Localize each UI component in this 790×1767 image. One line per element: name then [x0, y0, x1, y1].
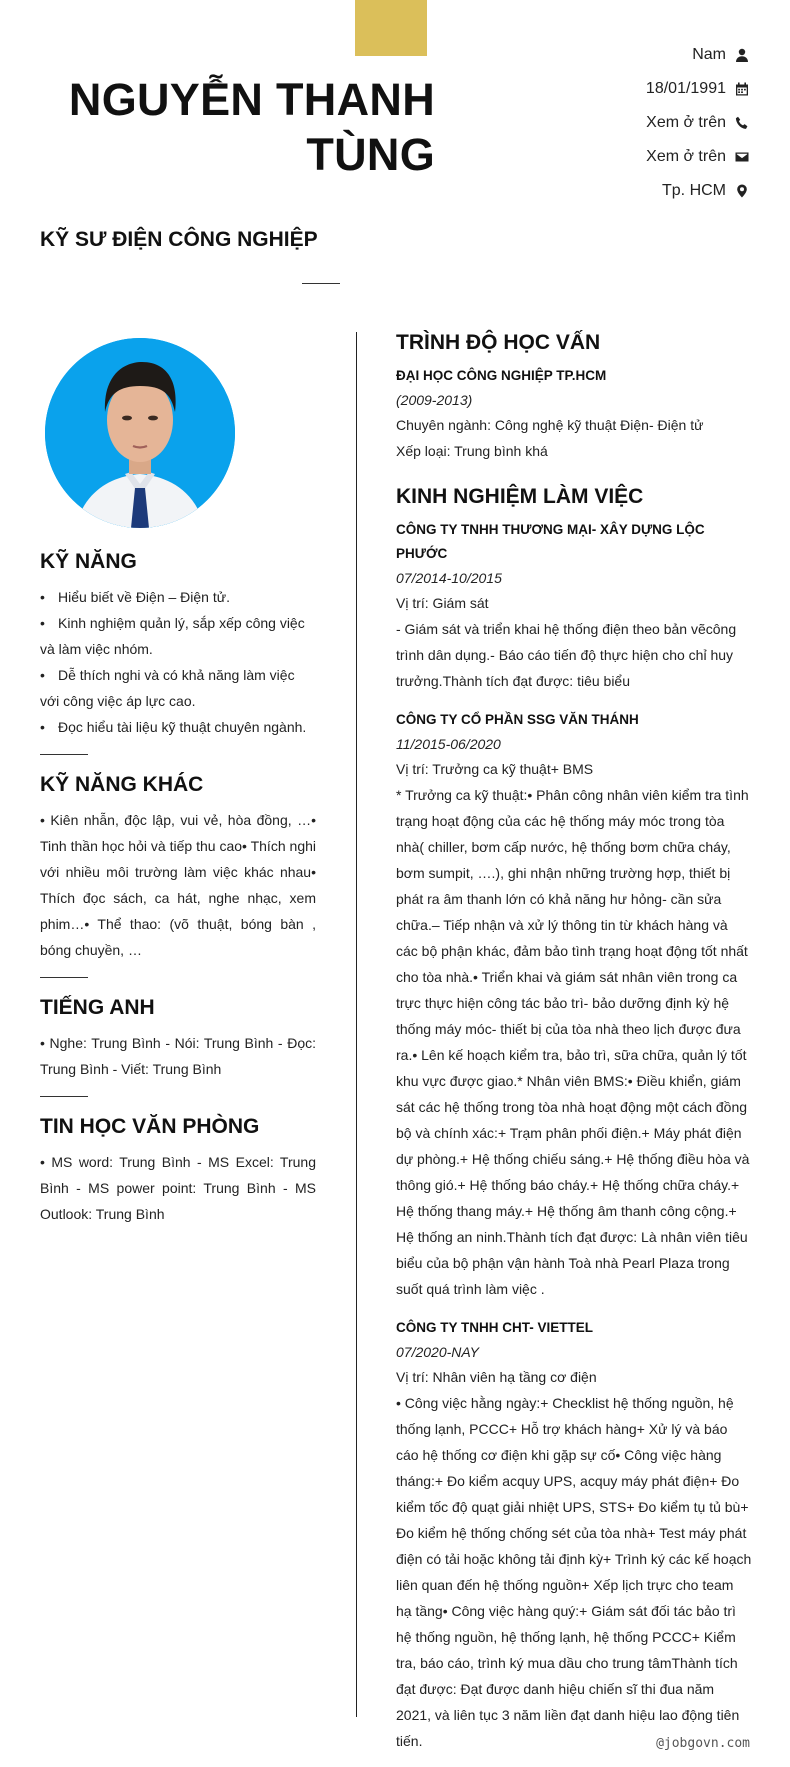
office-heading: TIN HỌC VĂN PHÒNG	[40, 1115, 260, 1138]
other-skills-text: • Kiên nhẫn, độc lập, vui vẻ, hòa đồng, …• Tinh thần học hỏi và tiếp thu cao• Thích nghi với nhiều môi trường làm việc khác nhau• Thích đọc sách, ca hát, nghe nhạc, xem phim…• Thể thao: (võ thuật, bóng bàn , bóng chuyền, …	[40, 812, 316, 958]
other-skills-heading: KỸ NĂNG KHÁC	[40, 773, 204, 796]
skills-heading: KỸ NĂNG	[40, 550, 137, 573]
job-entry	[396, 1316, 752, 1754]
skill-item: • Dễ thích nghi và có khả năng làm việc với công việc áp lực cao.	[40, 667, 295, 709]
location-pin-icon	[734, 183, 750, 199]
job-entry	[396, 518, 752, 694]
english-text: • Nghe: Trung Bình - Nói: Trung Bình - Đọc: Trung Bình - Viết: Trung Bình	[40, 1035, 316, 1077]
education-heading: TRÌNH ĐỘ HỌC VẤN	[396, 331, 601, 354]
company-name: CÔNG TY TNHH THƯƠNG MẠI- XÂY DỰNG LỘC PHƯỚC	[396, 522, 705, 561]
contact-phone-text: Xem ở trên	[646, 114, 726, 131]
person-icon	[734, 47, 750, 63]
section-divider	[40, 754, 88, 755]
job-description: • Công việc hằng ngày:+ Checklist hệ thống nguồn, hệ thống lạnh, PCCC+ Hỗ trợ khách hàng+ Xử lý và báo cáo hệ thống cơ điện khi gặp sự cố• Công việc hàng tháng:+ Đo kiểm acquy UPS, acquy máy phát điện+ Đo kiểm tốc độ quạt giải nhiệt UPS, STS+ Đo kiểm tụ tủ bù+ Đo kiểm hệ thống chống sét của tòa nhà+ Test máy phát điện có tải hoặc không tải định kỳ+ Trình ký các kế hoạch liên quan đến hệ thống nguồn+ Xếp lịch trực cho team hạ tầng• Công việc hàng quý:+ Giám sát đối tác bảo trì hệ thống nguồn, hệ thống lạnh, hệ thống PCCC+ Kiểm tra, báo cáo, trình ký mua dầu cho trung tâmThành tích đạt được: Đạt được danh hiệu chiến sĩ thi đua năm 2021, và liên tục 3 năm liền đạt danh hiệu lao động tiên tiến.	[396, 1395, 752, 1749]
job-period: 07/2020-NAY	[396, 1344, 480, 1360]
column-divider	[356, 332, 357, 1717]
company-name: CÔNG TY TNHH CHT- VIETTEL	[396, 1320, 594, 1335]
left-column	[40, 548, 316, 1227]
right-column	[396, 328, 752, 1766]
profile-photo	[45, 338, 235, 528]
office-text: • MS word: Trung Bình - MS Excel: Trung Bình - MS power point: Trung Bình - MS Outlook: Trung Bình	[40, 1154, 316, 1222]
english-heading: TIẾNG ANH	[40, 996, 155, 1019]
job-position: Vị trí: Giám sát	[396, 595, 489, 611]
school-name: ĐẠI HỌC CÔNG NGHIỆP TP.HCM	[396, 368, 607, 383]
job-description: - Giám sát và triển khai hệ thống điện theo bản vẽcông trình dân dụng.- Báo cáo tiến độ thực hiện cho chỉ huy trưởng.Thành tích đạt được: tiêu biểu	[396, 621, 737, 689]
contact-birthday-text: 18/01/1991	[645, 80, 726, 97]
job-position: Vị trí: Nhân viên hạ tầng cơ điện	[396, 1369, 597, 1385]
job-description: * Trưởng ca kỹ thuật:• Phân công nhân viên kiểm tra tình trạng hoạt động của các hệ thống máy móc trong tòa nhà( chiller, bơm cấp nước, hệ thống bơm chữa cháy, bơm sumpit, ….), ghi nhận những trường hợp, thiết bị phát ra âm thanh lớn có khả năng hư hỏng- cần sửa chữa.– Tiếp nhận và xử lý thông tin từ khách hàng và các bộ phận khác, đảm bảo tình trạng hoạt động tốt nhất cho tòa nhà.• Triển khai và giám sát nhân viên trong ca trực thực hiện công tác bảo trì- bảo dưỡng định kỳ hệ thống máy móc- thiết bị của tòa nhà theo lịch được đưa ra.• Lên kế hoạch kiểm tra, bảo trì, sữa chữa, quản lý tốt khu vực được giao.* Nhân viên BMS:• Điều khiển, giám sát các hệ thống trong tòa nhà hoạt động một cách đồng bộ và chính xác:+ Trạm phân phối điện.+ Máy phát điện dự phòng.+ Hệ thống chiếu sáng.+ Hệ thống điều hòa và thông gió.+ Hệ thống báo cháy.+ Hệ thống chữa cháy.+ Hệ thống thang máy.+ Hệ thống âm thanh công cộng.+ Hệ thống an ninh.Thành tích đạt được: Là nhân viên tiêu biểu của bộ phận vận hành Toà nhà Pearl Plaza trong suốt quá trình làm việc .	[396, 787, 750, 1297]
skill-item: • Đọc hiểu tài liệu kỹ thuật chuyên ngành.	[40, 719, 307, 735]
section-divider	[40, 1096, 88, 1097]
education-major: Chuyên ngành: Công nghệ kỹ thuật Điện- Điện tử	[396, 417, 704, 433]
contact-birthday	[490, 72, 750, 106]
contact-list	[490, 38, 750, 208]
experience-heading: KINH NGHIỆM LÀM VIỆC	[396, 485, 644, 508]
education-entry	[396, 364, 752, 464]
contact-phone	[490, 106, 750, 140]
contact-location-text: Tp. HCM	[662, 182, 726, 199]
skill-item: • Hiểu biết về Điện – Điện tử.	[40, 589, 231, 605]
title-divider	[302, 283, 340, 284]
contact-location	[490, 174, 750, 208]
candidate-name: NGUYỄN THANH TÙNG	[68, 74, 435, 180]
watermark: @jobgovn.com	[656, 1736, 750, 1751]
calendar-icon	[734, 81, 750, 97]
contact-email-text: Xem ở trên	[646, 148, 726, 165]
education-rank: Xếp loại: Trung bình khá	[396, 443, 548, 459]
job-entry	[396, 708, 752, 1302]
job-title: KỸ SƯ ĐIỆN CÔNG NGHIỆP	[40, 228, 318, 251]
contact-email	[490, 140, 750, 174]
accent-block	[355, 0, 427, 56]
company-name: CÔNG TY CỔ PHẦN SSG VĂN THÁNH	[396, 712, 639, 727]
job-position: Vị trí: Trưởng ca kỹ thuật+ BMS	[396, 761, 594, 777]
job-period: 11/2015-06/2020	[396, 736, 501, 752]
contact-gender	[490, 38, 750, 72]
contact-gender-text: Nam	[692, 46, 726, 63]
phone-icon	[734, 115, 750, 131]
job-period: 07/2014-10/2015	[396, 570, 502, 586]
education-period: (2009-2013)	[396, 392, 473, 408]
skill-item: • Kinh nghiệm quản lý, sắp xếp công việc và làm việc nhóm.	[40, 615, 305, 657]
envelope-icon	[734, 149, 750, 165]
section-divider	[40, 977, 88, 978]
